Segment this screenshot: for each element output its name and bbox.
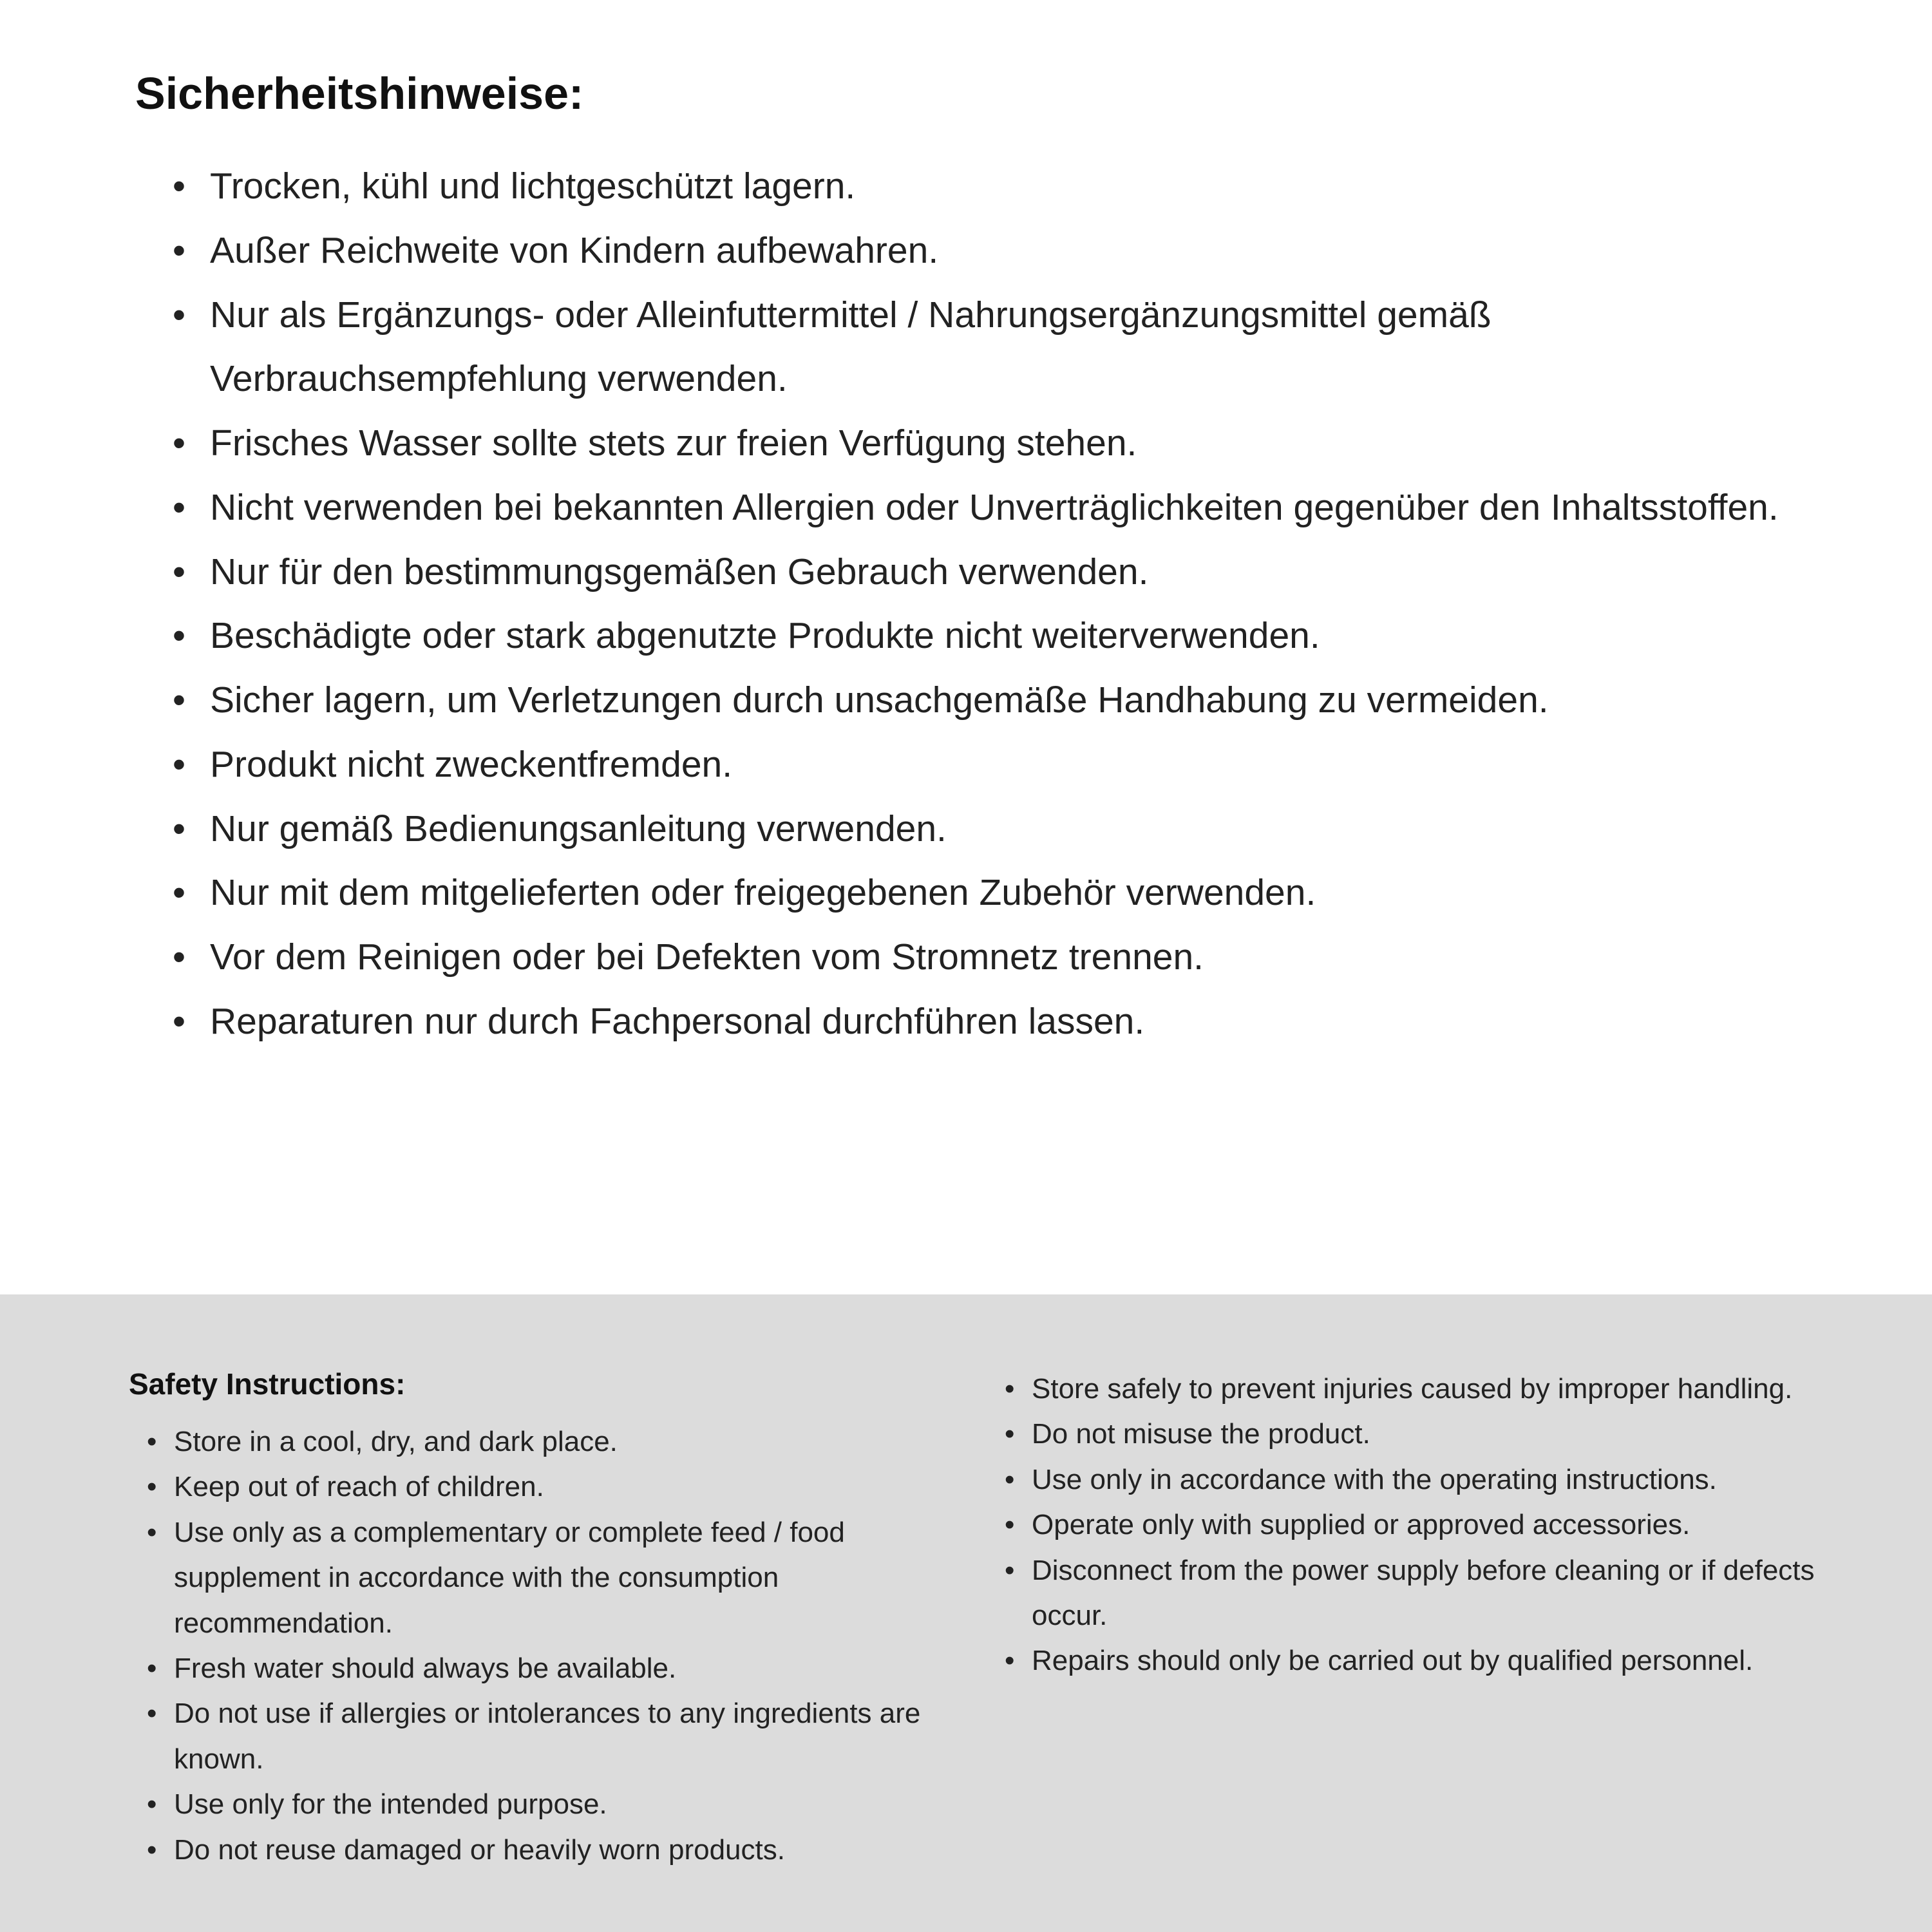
list-item: • Store in a cool, dry, and dark place. <box>147 1419 947 1464</box>
list-item: • Disconnect from the power supply before cleaning or if defects occur. <box>1005 1548 1823 1639</box>
list-item: • Reparaturen nur durch Fachpersonal durchführen lassen. <box>173 990 1816 1054</box>
list-item: • Trocken, kühl und lichtgeschützt lagern. <box>173 155 1816 219</box>
list-item: • Nur als Ergänzungs- oder Alleinfuttermittel / Nahrungsergänzungsmittel gemäß Verbrauchsempfehlung verwenden. <box>173 283 1816 412</box>
list-item: • Beschädigte oder stark abgenutzte Produkte nicht weiterverwenden. <box>173 604 1816 668</box>
german-safety-list <box>135 155 1816 1054</box>
list-item: • Produkt nicht zweckentfremden. <box>173 733 1816 797</box>
list-item: • Nur für den bestimmungsgemäßen Gebrauch verwenden. <box>173 540 1816 605</box>
list-item: • Vor dem Reinigen oder bei Defekten vom Stromnetz trennen. <box>173 925 1816 990</box>
list-item: • Keep out of reach of children. <box>147 1464 947 1510</box>
english-right-column <box>1005 1367 1823 1684</box>
english-safety-section <box>0 1294 1932 1932</box>
list-item: • Use only for the intended purpose. <box>147 1782 947 1827</box>
list-item: • Nicht verwenden bei bekannten Allergien oder Unverträglichkeiten gegenüber den Inhaltsstoffen. <box>173 476 1816 540</box>
list-item: • Außer Reichweite von Kindern aufbewahren. <box>173 219 1816 283</box>
german-section-title: Sicherheitshinweise: <box>135 68 584 118</box>
list-item: • Nur mit dem mitgelieferten oder freigegebenen Zubehör verwenden. <box>173 861 1816 925</box>
list-item: • Repairs should only be carried out by qualified personnel. <box>1005 1638 1823 1683</box>
english-safety-list-right <box>1005 1367 1823 1684</box>
list-item: • Nur gemäß Bedienungsanleitung verwenden. <box>173 797 1816 862</box>
english-left-column <box>129 1367 947 1873</box>
list-item: • Use only as a complementary or complete feed / food supplement in accordance with the consumption recommendation. <box>147 1510 947 1646</box>
list-item: • Sicher lagern, um Verletzungen durch unsachgemäße Handhabung zu vermeiden. <box>173 668 1816 733</box>
list-item: • Do not use if allergies or intolerances to any ingredients are known. <box>147 1691 947 1782</box>
english-safety-list-left <box>129 1419 947 1873</box>
english-section-title: Safety Instructions: <box>129 1367 406 1401</box>
list-item: • Store safely to prevent injuries caused by improper handling. <box>1005 1367 1823 1412</box>
list-item: • Fresh water should always be available. <box>147 1646 947 1691</box>
list-item: • Do not misuse the product. <box>1005 1412 1823 1457</box>
list-item: • Operate only with supplied or approved accessories. <box>1005 1502 1823 1548</box>
list-item: • Do not reuse damaged or heavily worn products. <box>147 1828 947 1873</box>
list-item: • Frisches Wasser sollte stets zur freien Verfügung stehen. <box>173 412 1816 476</box>
list-item: • Use only in accordance with the operating instructions. <box>1005 1457 1823 1502</box>
